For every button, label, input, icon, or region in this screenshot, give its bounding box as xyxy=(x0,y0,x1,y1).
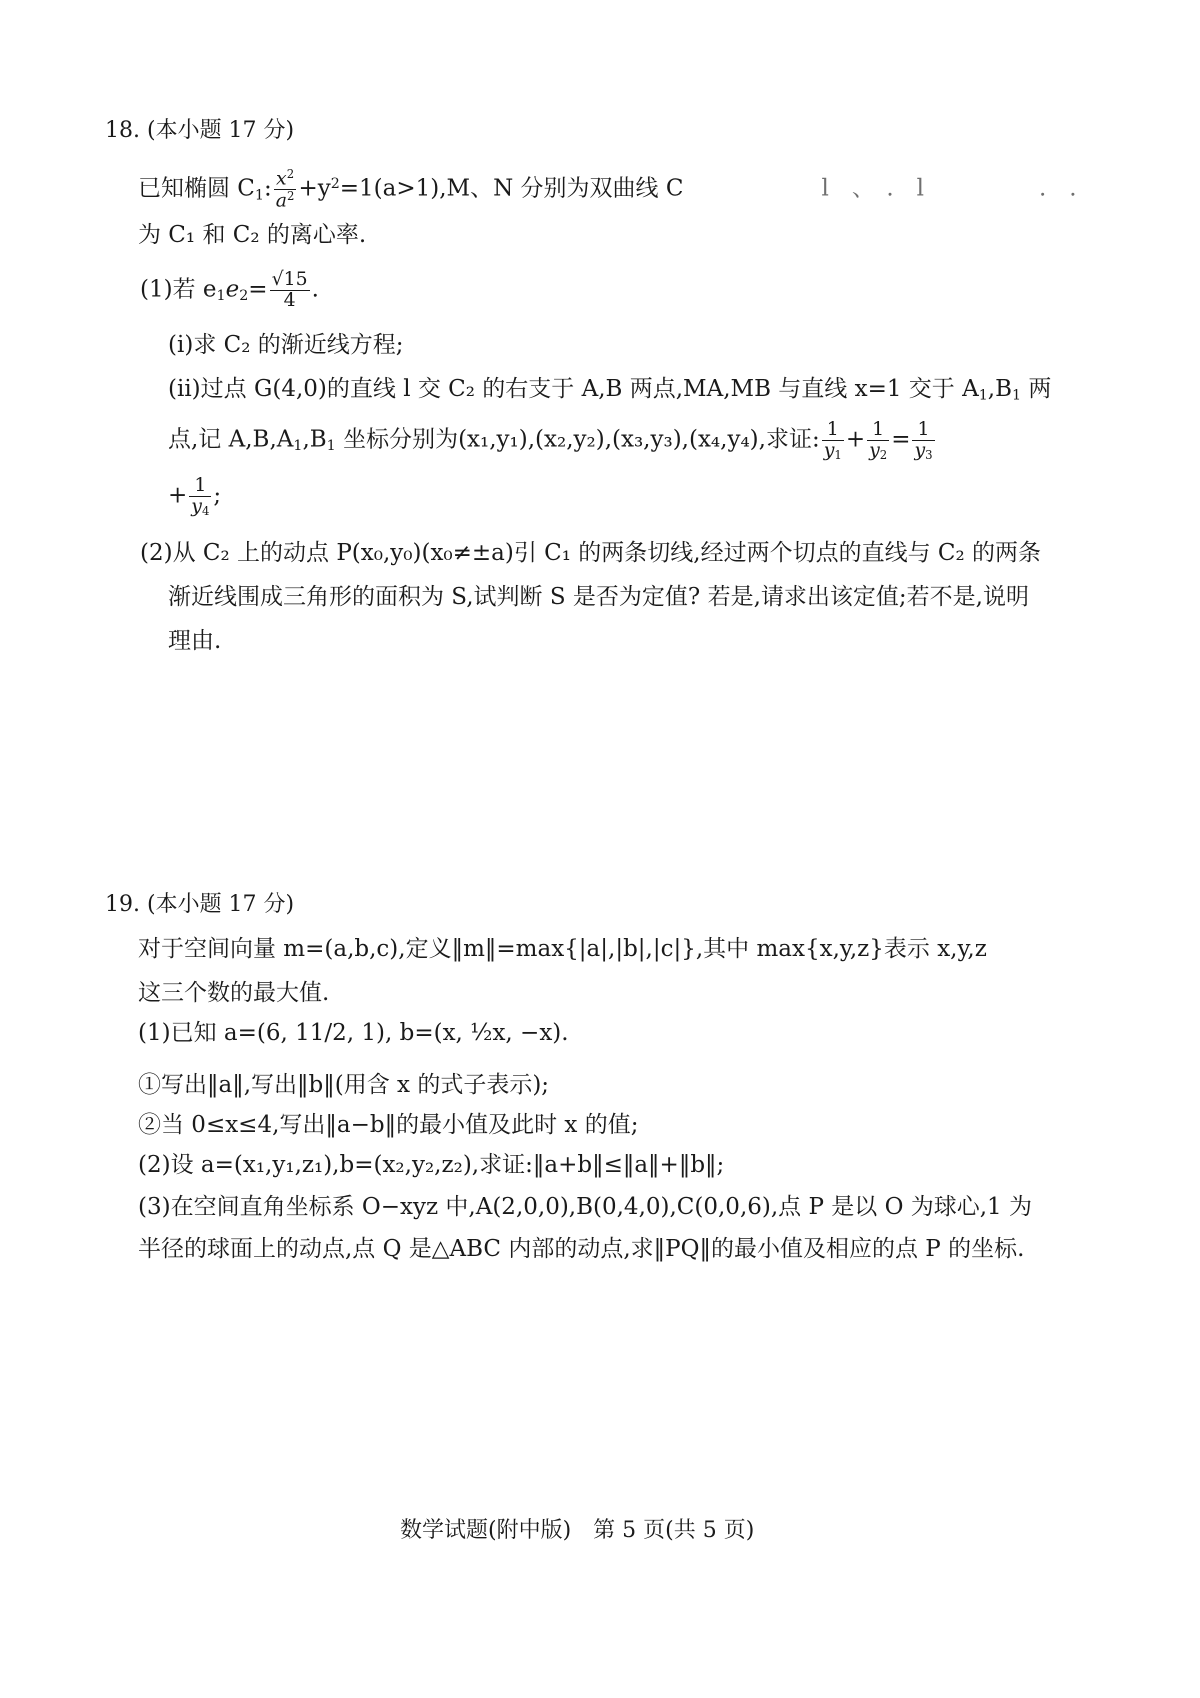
q18-part2-line2: 渐近线围成三角形的面积为 S,试判断 S 是否为定值? 若是,请求出该定值;若不是,说明 xyxy=(168,584,1029,610)
q18-part2-line1: (2)从 C₂ 上的动点 P(x₀,y₀)(x₀≠±a)引 C₁ 的两条切线,经过两个切点的直线与 C₂ 的两条 xyxy=(140,540,1042,566)
q18-sub-i: (ⅰ)求 C₂ 的渐近线方程; xyxy=(168,332,404,358)
q18-part1: (1)若 $e_1e_2=$ $\frac{√15}{4}$ . xyxy=(140,268,319,311)
q19-line2: 这三个数的最大值. xyxy=(138,980,330,1006)
page-footer: 数学试题(附中版) 第 5 页(共 5 页) xyxy=(400,1518,755,1543)
q18-sub-ii-line1: (ⅱ)过点 G(4,0)的直线 l 交 C₂ 的右支于 A,B 两点,MA,MB 与直线 x=1 交于 $A_1,B_1$ 两 xyxy=(168,376,1052,404)
q19-header: 19. (本小题 17 分) xyxy=(105,892,295,917)
q18-part2-line3: 理由. xyxy=(168,628,222,654)
q19-part3-line2: 半径的球面上的动点,点 Q 是△ABC 内部的动点,求‖PQ‖的最小值及相应的点 P 的坐标. xyxy=(138,1236,1025,1262)
q19-line1: 对于空间向量 m=(a,b,c),定义‖m‖=max{|a|,|b|,|c|},其中 max{x,y,z}表示 x,y,z xyxy=(138,936,987,962)
q19-item2: ②当 0≤x≤4,写出‖a−b‖的最小值及此时 x 的值; xyxy=(138,1112,639,1138)
q18-line1: 已知椭圆 $C_1$: $\frac{x^2}{a^2}$ $+y^2=1(a>1),M$、N 分别为双曲线 C l 、 . l . . xyxy=(138,167,1077,212)
q19-part1: (1)已知 a=(6, 11/2, 1), b=(x, ½x, −x). xyxy=(138,1020,569,1046)
q18-line2: 为 C₁ 和 C₂ 的离心率. xyxy=(138,222,367,248)
q19-part2: (2)设 a=(x₁,y₁,z₁),b=(x₂,y₂,z₂),求证:‖a+b‖≤‖a‖+‖b‖; xyxy=(138,1152,725,1178)
q18-sub-ii-line2: 点,记 $A,B,A_1,B_1$ 坐标分别为(x₁,y₁),(x₂,y₂),(x₃,y₃),(x₄,y₄),求证: $\frac{1}{y_1}$ + $\frac{1}{y_2}$ = $\frac{1}{y_3}$ xyxy=(168,418,933,462)
q18-header: 18. (本小题 17 分) xyxy=(105,118,295,143)
q18-sub-ii-line3: + $\frac{1}{y_4}$ ; xyxy=(168,474,222,518)
q19-part3-line1: (3)在空间直角坐标系 O−xyz 中,A(2,0,0),B(0,4,0),C(0,0,6),点 P 是以 O 为球心,1 为 xyxy=(138,1194,1033,1220)
q19-item1: ①写出‖a‖,写出‖b‖(用含 x 的式子表示); xyxy=(138,1072,550,1098)
